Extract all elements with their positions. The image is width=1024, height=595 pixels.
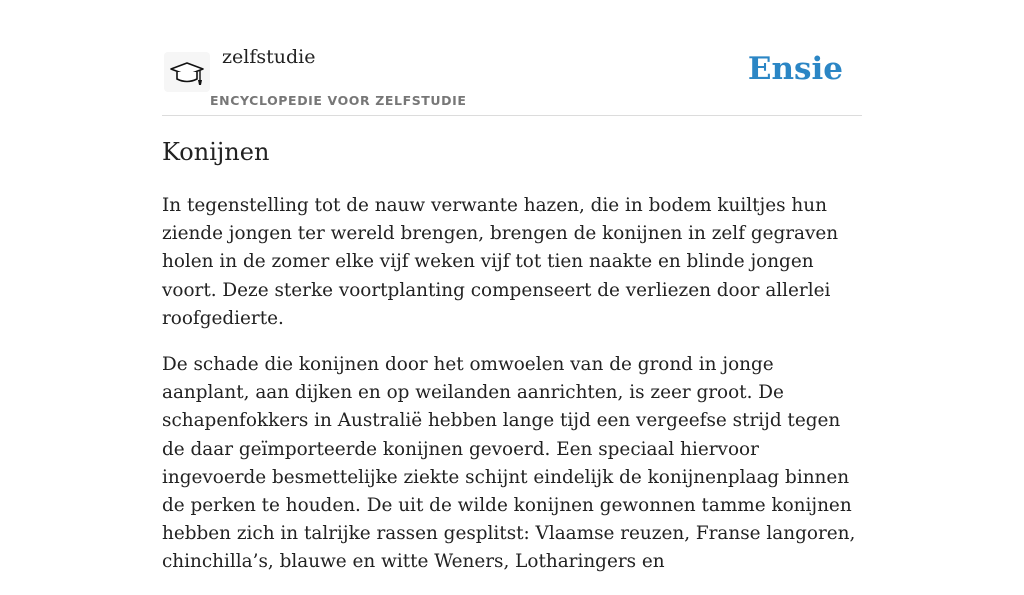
brand-logo-link[interactable]: Ensie xyxy=(747,51,843,87)
page-title: Konijnen xyxy=(162,138,270,166)
site-tagline: ENCYCLOPEDIE VOOR ZELFSTUDIE xyxy=(210,93,467,108)
site-name-link[interactable]: zelfstudie xyxy=(222,46,316,68)
article-body xyxy=(162,192,862,595)
site-logo[interactable] xyxy=(164,52,210,92)
site-header xyxy=(162,40,862,116)
article-paragraph: In tegenstelling tot de nauw verwante hazen, die in bodem kuiltjes hun ziende jongen ter wereld brengen, brengen de konijnen in zelf gegraven holen in de zomer elke vijf weken vijf tot tien naakte en blinde jongen voort. Deze sterke voortplanting compenseert de verliezen door allerlei roofgedierte. xyxy=(162,195,839,329)
article-paragraph: De schade die konijnen door het omwoelen van de grond in jonge aanplant, aan dijken en op weilanden aanrichten, is zeer groot. De schapenfokkers in Australië hebben lange tijd een vergeefse strijd tegen de daar geïmporteerde konijnen gevoerd. Een speciaal hiervoor ingevoerde besmettelijke ziekte schijnt eindelijk de konijnenplaag binnen de perken te houden. De uit de wilde konijnen gewonnen tamme konijnen hebben zich in talrijke rassen gesplitst: Vlaamse reuzen, Franse langoren, chinchilla’s, blauwe en witte Weners, Lotharingers en xyxy=(162,354,856,573)
